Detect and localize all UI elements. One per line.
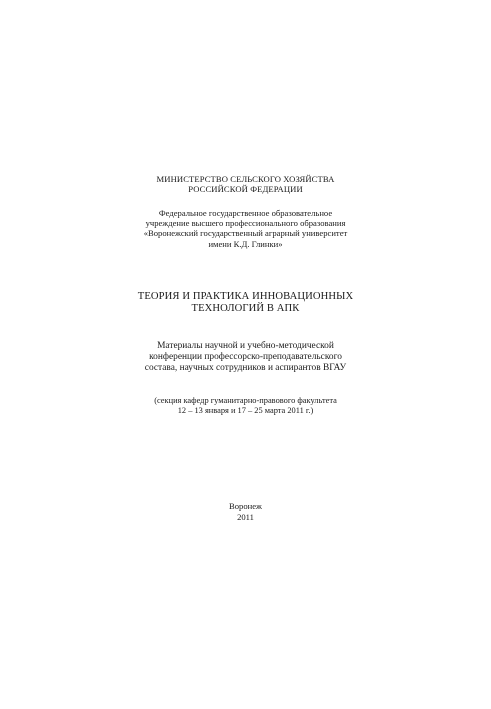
description-line: состава, научных сотрудников и аспирантов ВГАУ xyxy=(144,363,347,374)
title-line: ТЕОРИЯ И ПРАКТИКА ИННОВАЦИОННЫХ xyxy=(137,291,354,302)
institution-name xyxy=(0,208,491,249)
institution-line: учреждение высшего профессионального образования xyxy=(145,218,346,229)
section-note-line: 12 – 13 января и 17 – 25 марта 2011 г.) xyxy=(177,406,314,416)
description-line: Материалы научной и учебно-методической xyxy=(157,341,334,351)
ministry-line: МИНИСТЕРСТВО СЕЛЬСКОГО ХОЗЯЙСТВА xyxy=(156,174,335,184)
document-title xyxy=(0,291,491,316)
publication-year: 2011 xyxy=(237,511,254,522)
ministry-heading xyxy=(0,174,491,195)
publication-place-year xyxy=(0,501,491,522)
institution-line: имени К.Д. Глинки» xyxy=(208,238,283,249)
conference-description xyxy=(0,341,491,375)
title-line: ТЕХНОЛОГИЙ В АПК xyxy=(191,303,300,315)
section-note xyxy=(0,396,491,417)
section-note-line: (секция кафедр гуманитарно-правового факультета xyxy=(154,396,337,405)
institution-line: Федеральное государственное образовательное xyxy=(158,208,333,218)
institution-line: «Воронежский государственный аграрный университет xyxy=(143,228,348,239)
publication-city: Воронеж xyxy=(229,501,262,511)
ministry-line: РОССИЙСКОЙ ФЕДЕРАЦИИ xyxy=(188,184,303,195)
description-line: конференции профессорско-преподавательского xyxy=(149,352,342,363)
